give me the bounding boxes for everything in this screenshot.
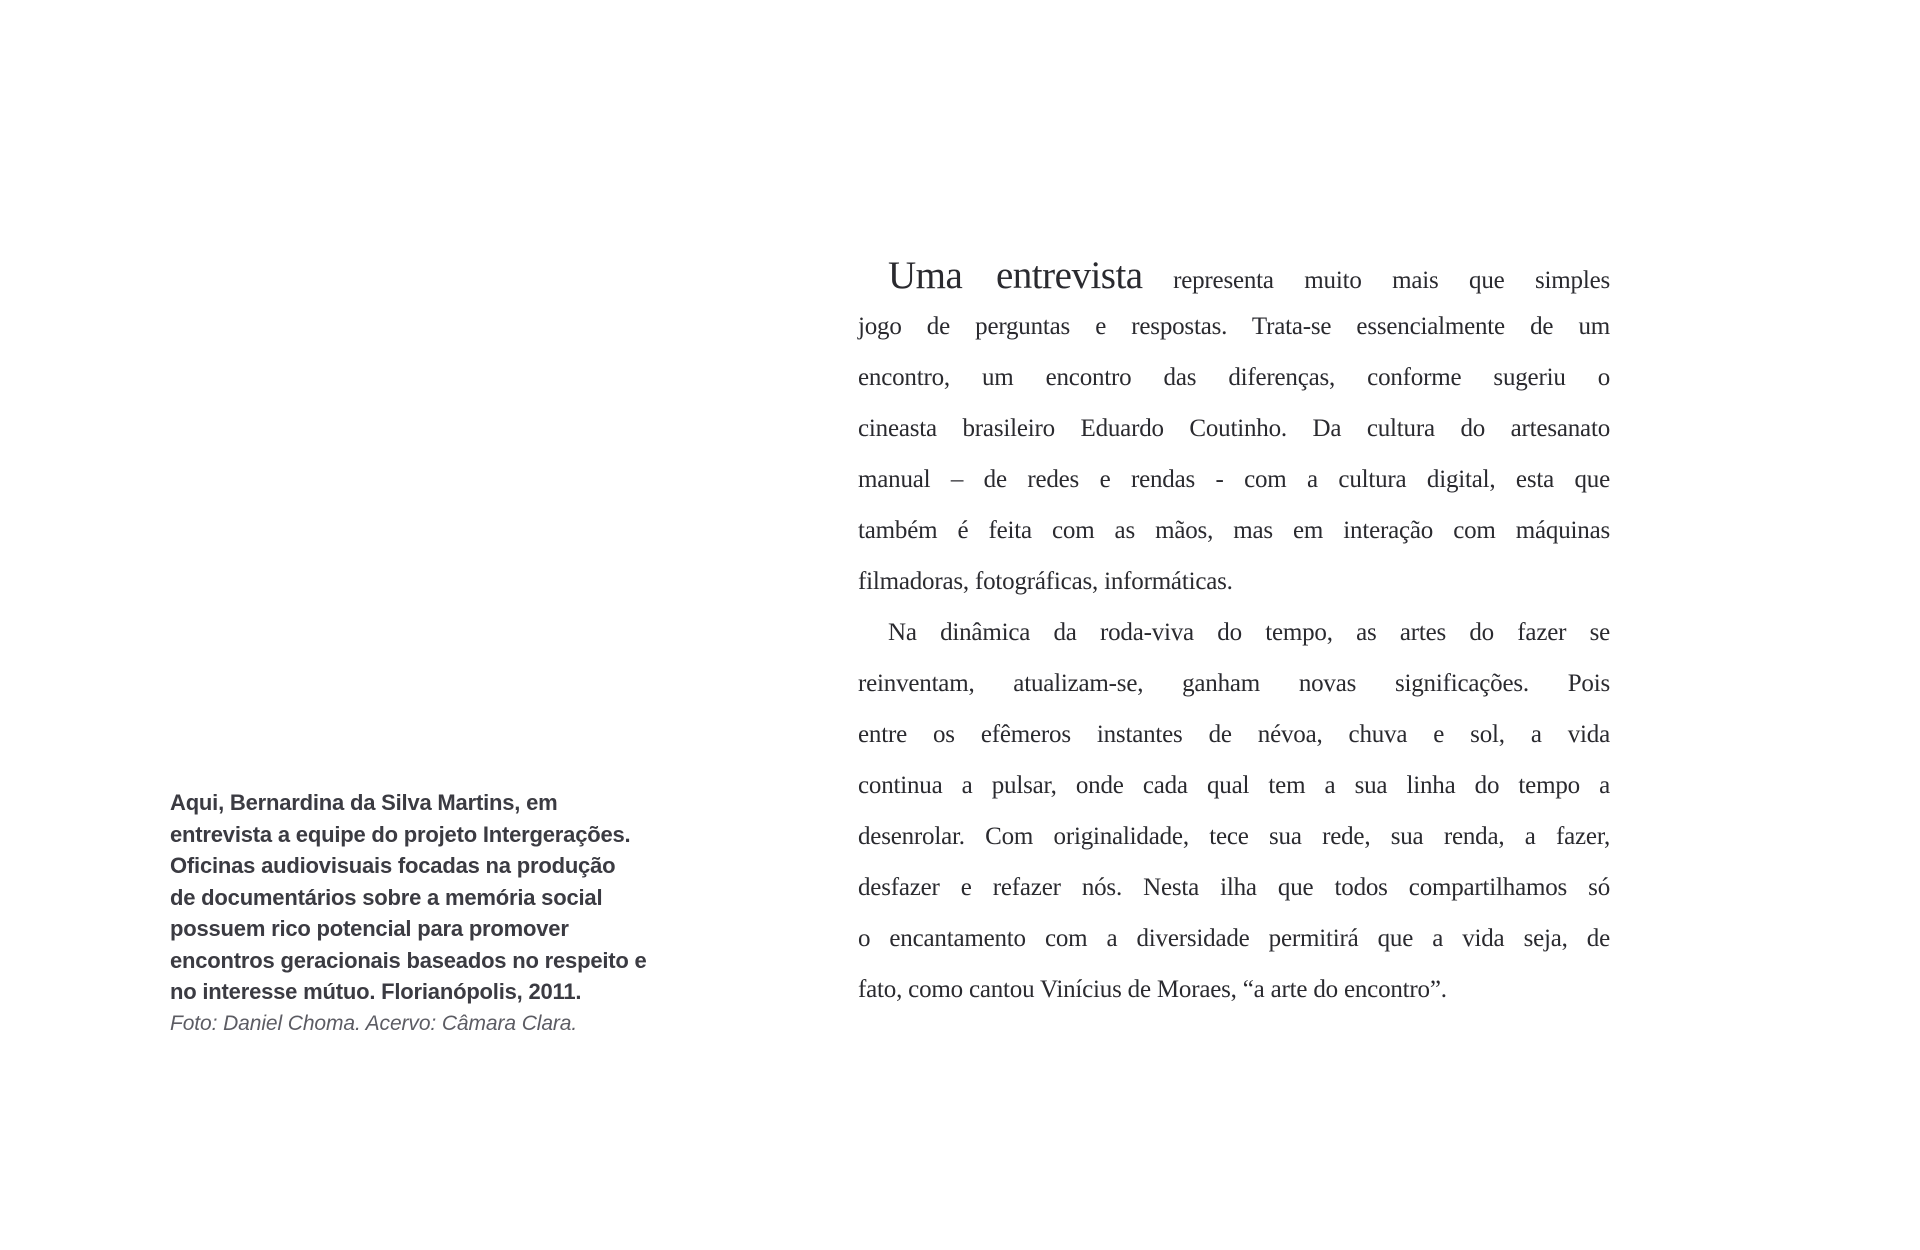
body-line: jogo de perguntas e respostas. Trata-se essencialmente de um [858, 313, 1610, 340]
caption-line: entrevista a equipe do projeto Intergerações. [170, 821, 631, 847]
caption-line: Oficinas audiovisuais focadas na produção [170, 853, 616, 878]
body-line: fato, como cantou Vinícius de Moraes, “a arte do encontro”. [858, 976, 1447, 1003]
body-line: filmadoras, fotográficas, informáticas. [858, 568, 1233, 595]
lead-phrase: Uma entrevista [888, 254, 1143, 297]
caption-line: possuem rico potencial para promover [170, 916, 569, 941]
body-line [858, 250, 1610, 301]
body-line: entre os efêmeros instantes de névoa, chuva e sol, a vida [858, 721, 1610, 748]
body-line: continua a pulsar, onde cada qual tem a sua linha do tempo a [858, 772, 1610, 799]
caption-line: no interesse mútuo. Florianópolis, 2011. [170, 979, 582, 1004]
body-line: desfazer e refazer nós. Nesta ilha que todos compartilhamos só [858, 874, 1610, 901]
body-line: manual – de redes e rendas - com a cultura digital, esta que [858, 466, 1610, 493]
lead-line-rest: representa muito mais que simples [1173, 267, 1611, 294]
photo-credit: Foto: Daniel Choma. Acervo: Câmara Clara. [170, 1011, 578, 1035]
body-text [858, 250, 1610, 1015]
body-line: cineasta brasileiro Eduardo Coutinho. Da cultura do artesanato [858, 415, 1610, 442]
figure-caption [170, 787, 690, 1039]
body-line: também é feita com as mãos, mas em interação com máquinas [858, 517, 1610, 544]
body-line: Na dinâmica da roda-viva do tempo, as artes do fazer se [888, 619, 1610, 646]
caption-line: Aqui, Bernardina da Silva Martins, em [170, 790, 558, 815]
caption-line: de documentários sobre a memória social [170, 884, 603, 910]
caption-line: encontros geracionais baseados no respeito e [170, 947, 647, 973]
body-line: desenrolar. Com originalidade, tece sua rede, sua renda, a fazer, [858, 823, 1610, 850]
body-line: o encantamento com a diversidade permitirá que a vida seja, de [858, 925, 1610, 952]
body-line: reinventam, atualizam-se, ganham novas significações. Pois [858, 670, 1610, 697]
body-line: encontro, um encontro das diferenças, conforme sugeriu o [858, 364, 1610, 391]
